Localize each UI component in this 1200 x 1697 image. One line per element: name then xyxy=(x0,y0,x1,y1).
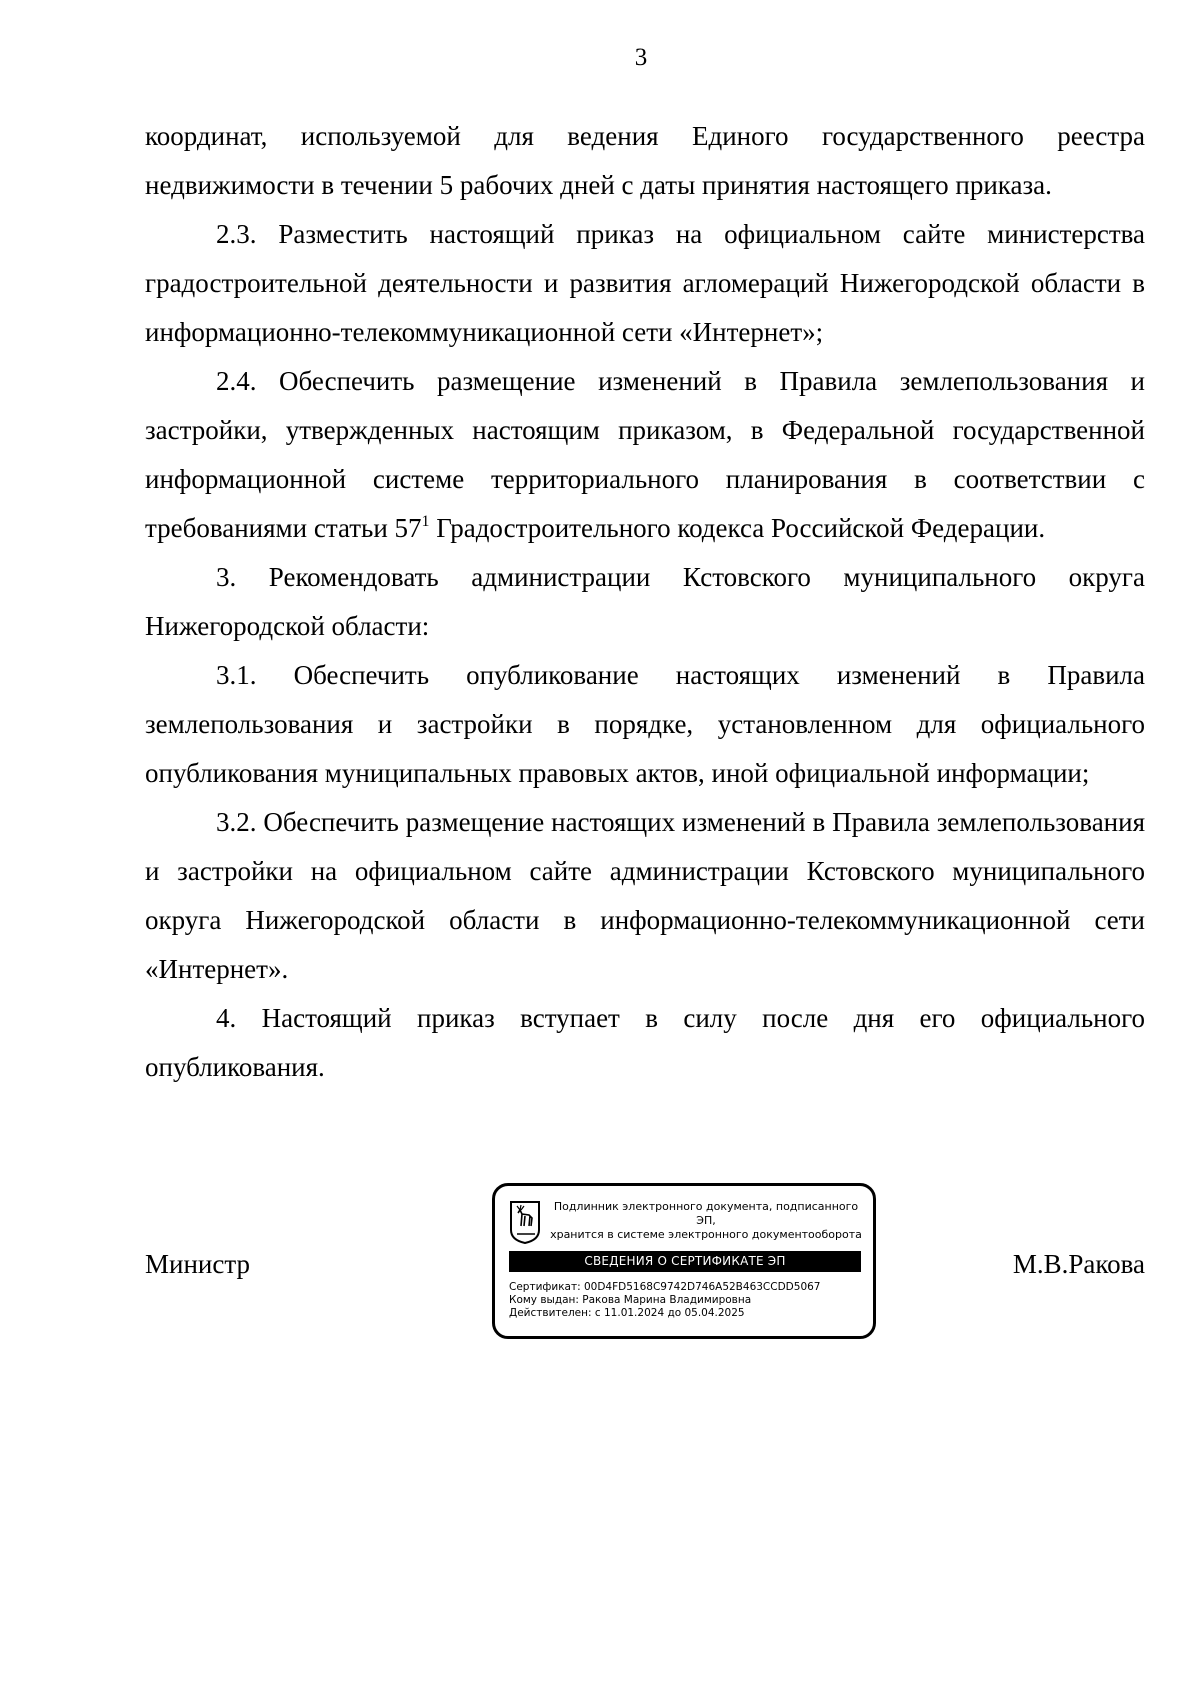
validity-label: Действителен: xyxy=(509,1307,592,1319)
validity-value: с 11.01.2024 до 05.04.2025 xyxy=(594,1307,745,1319)
signatory-name: М.В.Ракова xyxy=(1012,1249,1145,1279)
deer-coat-of-arms-icon xyxy=(509,1200,541,1244)
paragraph-3: 3. Рекомендовать администрации Кстовского муниципального округа Нижегородской области: xyxy=(145,562,1145,641)
paragraph-2-4-tail: Градостроительного кодекса Российской Федерации. xyxy=(429,513,1046,543)
paragraph-2-4-text: 2.4. Обеспечить размещение изменений в Правила землепользования и застройки, утвержденных настоящим приказом, в Федеральной государственной информационной системе территориального планирования в соответствии с требованиями статьи 57 xyxy=(145,366,1145,543)
issued-to-value: Ракова Марина Владимировна xyxy=(582,1294,752,1306)
paragraph-2-3: 2.3. Разместить настоящий приказ на официальном сайте министерства градостроительной деятельности и развития агломераций Нижегородской области в информационно-телекоммуникационной сети «Интернет»; xyxy=(145,219,1145,347)
document-body xyxy=(145,112,1145,1092)
stamp-header-line-2: хранится в системе электронного документооборота xyxy=(550,1228,862,1241)
stamp-header-line-1: Подлинник электронного документа, подписанного ЭП, xyxy=(553,1200,859,1227)
page-number: 3 xyxy=(634,44,648,71)
issued-to-label: Кому выдан: xyxy=(509,1294,579,1306)
certificate-details xyxy=(509,1281,865,1320)
electronic-signature-stamp xyxy=(492,1183,876,1339)
paragraph-3-2: 3.2. Обеспечить размещение настоящих изменений в Правила землепользования и застройки на официальном сайте администрации Кстовского муниципального округа Нижегородской области в информационно-телекоммуникационной сети «Интернет». xyxy=(145,807,1145,984)
certificate-label: Сертификат: xyxy=(509,1281,581,1293)
certificate-row xyxy=(509,1281,865,1294)
certificate-value: 00D4FD5168C9742D746A52B463CCDD5067 xyxy=(583,1281,821,1293)
issued-to-row xyxy=(509,1294,865,1307)
certificate-info-bar: СВЕДЕНИЯ О СЕРТИФИКАТЕ ЭП xyxy=(509,1251,861,1272)
article-superscript: 1 xyxy=(421,513,430,530)
paragraph-3-1: 3.1. Обеспечить опубликование настоящих изменений в Правила землепользования и застройки в порядке, установленном для официального опубликования муниципальных правовых актов, иной официальной информации; xyxy=(145,660,1145,788)
signatory-title: Министр xyxy=(145,1249,250,1279)
paragraph-4: 4. Настоящий приказ вступает в силу после дня его официального опубликования. xyxy=(145,1003,1145,1082)
validity-row xyxy=(509,1307,865,1320)
paragraph-2-4 xyxy=(145,357,1145,553)
stamp-header xyxy=(547,1200,865,1242)
paragraph-continuation: координат, используемой для ведения Единого государственного реестра недвижимости в течении 5 рабочих дней с даты принятия настоящего приказа. xyxy=(145,121,1145,200)
